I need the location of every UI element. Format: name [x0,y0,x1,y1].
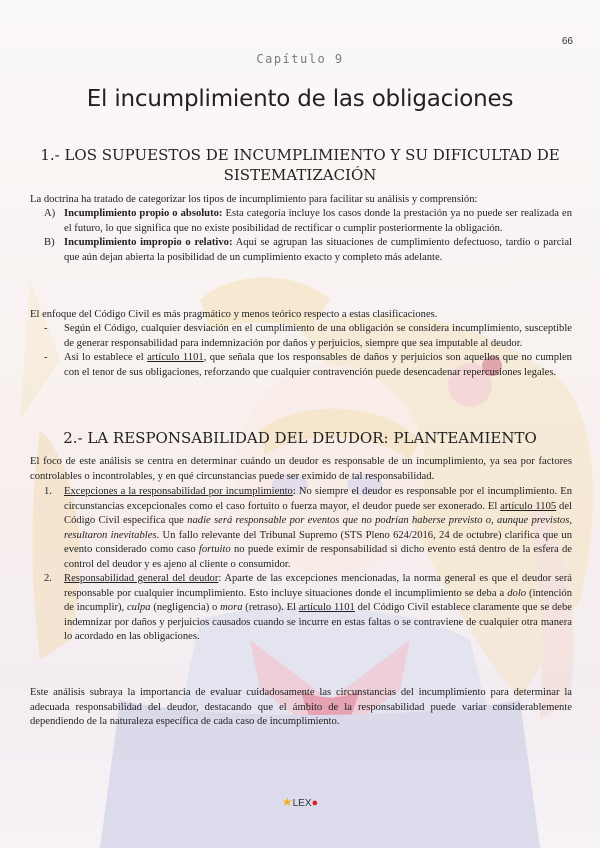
list-item [30,351,572,380]
item-text: del Código Civil establece claramente que se debe indemnizar por daños y perjuicios causados cuando se incurre en estas faltas o se contraviene de cualquier otra manera lo acordado en las obligaciones. [64,602,572,642]
codigo-civil-bullets [30,322,572,380]
list-marker: B) [44,237,55,248]
star-icon: ★ [281,795,293,809]
list-item [30,207,572,236]
chapter-label: Capítulo 9 [256,52,344,66]
section-heading-1-line2: SISTEMATIZACIÓN [223,166,377,184]
item-text: (intención de incumplir), [64,587,572,613]
page-number: 66 [561,36,573,47]
lex-logo [0,795,600,809]
item-text: Aquí se agrupan las situaciones de cumplimiento defectuoso, tardío o parcial que aún dejan abierta la posibilidad de un cumplimiento exacto y completo más adelante. [64,237,572,263]
codigo-civil-focus: El enfoque del Código Civil es más pragmático y menos teórico respecto a estas clasificaciones. [30,309,438,320]
list-marker: 1. [44,486,52,497]
item-text: del Código Civil especifica que [64,500,572,526]
item-text: no puede eximir de responsabilidad si dicho evento está dentro de la esfera de control del deudor y es ajeno al cliente o consumidor. [64,544,572,570]
drop-icon: ● [311,797,319,809]
list-marker: - [44,323,48,334]
item-text: (retraso). El [242,602,299,613]
section-heading-2: 2.- LA RESPONSABILIDAD DEL DEUDOR: PLANTEAMIENTO [63,429,537,447]
logo-text: LEX [292,798,312,809]
item-text: (negligencia) o [150,602,221,613]
article-1101-link[interactable]: artículo 1101 [147,352,204,363]
chapter-title: El incumplimiento de las obligaciones [86,86,514,112]
culpa-term: culpa [126,602,151,613]
item-text: Esta categoría incluye los casos donde la prestación ya no puede ser realizada en el futuro, lo que significa que no existe posibilidad de rectificar o cumplir posteriormente la obligación. [64,208,572,234]
list-marker: A) [44,208,56,219]
term: Excepciones a la responsabilidad por incumplimiento [64,486,293,497]
item-text: Según el Código, cualquier desviación en el cumplimiento de una obligación se considera incumplimiento, susceptible de generar responsabilidad para indemnización por daños y perjuicios, siempre que sea imputable al deudor. [64,323,572,349]
item-text: . Un fallo relevante del Tribunal Supremo (STS Pleno 624/2016, 24 de octubre) clarifica que un evento considerado como caso [64,529,572,555]
responsabilidad-list [30,485,572,645]
item-text-post: , que señala que los responsables de daños y perjuicios son aquellos que no cumplen con el tenor de sus obligaciones, reforzando que cualquier contravención puede desencadenar repercusiones legales. [64,352,572,378]
item-text: : No siempre el deudor es responsable por el incumplimiento. En circunstancias excepcionales como el caso fortuito o fuerza mayor, el deudor puede ser exonerado. El [64,486,572,512]
section1-intro: La doctrina ha tratado de categorizar los tipos de incumplimiento para facilitar su análisis y comprensión: [30,194,478,205]
list-item [30,236,572,265]
term: Incumplimiento propio o absoluto: [64,208,223,219]
article-1101-link[interactable]: artículo 1101 [298,602,355,613]
list-item [30,322,572,351]
term: Responsabilidad general del deudor [64,573,219,584]
list-marker: - [44,352,48,363]
mora-term: mora [220,602,243,613]
quote: nadie será responsable por eventos que no podrían haberse previsto o, aunque previstos, resultaron inevitables [64,515,572,541]
list-marker: 2. [44,573,52,584]
section-heading-1-line1: 1.- LOS SUPUESTOS DE INCUMPLIMIENTO Y SU DIFICULTAD DE [40,146,560,164]
section-heading-1 [26,145,574,185]
closing-paragraph: Este análisis subraya la importancia de evaluar cuidadosamente las circunstancias del incumplimiento para determinar la adecuada responsabilidad del deudor, destacando que el ámbito de la responsabilidad puede variar considerablemente dependiendo de la naturaleza específica de cada caso de incumplimiento. [30,687,572,727]
item-text: : Aparte de las excepciones mencionadas, la norma general es que el deudor será responsable por cualquier incumplimiento. Esto incluye situaciones donde el incumplimiento se deba a [64,573,572,599]
article-1105-link[interactable]: artículo 1105 [500,500,557,512]
section2-intro: El foco de este análisis se centra en determinar cuándo un deudor es responsable de un incumplimiento, ya sea por factores controlables o incontrolables, y en qué circunstancias puede ser eximido de tal responsabilidad. [30,456,572,482]
item-text-pre: Así lo establece el [64,352,148,363]
list-item [30,572,572,645]
list-item [30,485,572,572]
term: Incumplimiento impropio o relativo: [64,237,233,248]
incumplimiento-types-list [30,207,572,265]
dolo-term: dolo [507,587,527,599]
fortuito-term: fortuito [198,544,231,555]
